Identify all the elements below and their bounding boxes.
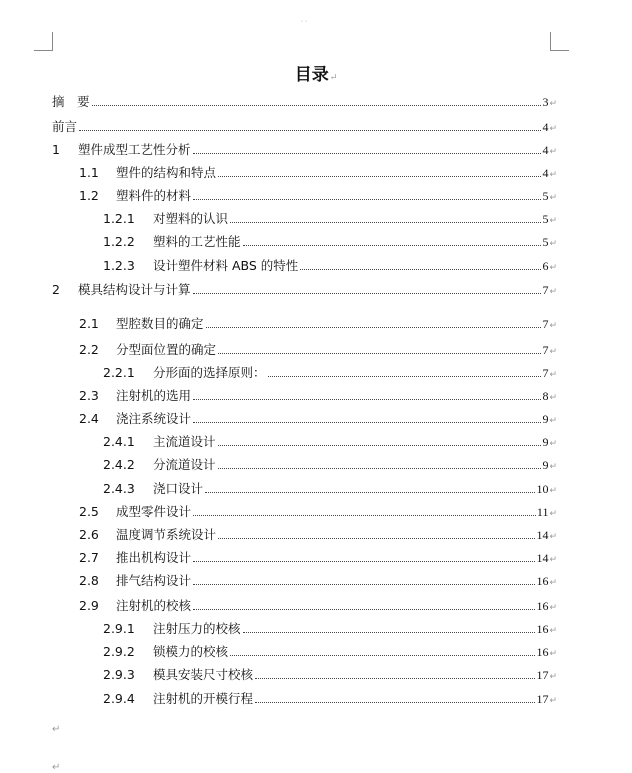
toc-entry-label: 温度调节系统设计 xyxy=(116,527,217,542)
toc-entry-number: 2.4.1 xyxy=(103,434,135,449)
toc-entry-number: 1.2.2 xyxy=(103,234,135,249)
toc-entry-label: 分型面位置的确定 xyxy=(116,342,217,357)
toc-title-text: 目录 xyxy=(294,65,329,85)
toc-entry-number: 2.4.3 xyxy=(103,481,135,496)
toc-leader-dots xyxy=(206,327,542,328)
toc-leader-dots xyxy=(218,468,542,469)
toc-leader-dots xyxy=(205,492,535,493)
toc-entry-number: 2.5 xyxy=(79,504,99,519)
toc-leader-dots xyxy=(193,515,536,516)
toc-entry[interactable] xyxy=(52,92,557,110)
toc-entry[interactable] xyxy=(79,186,557,204)
toc-entry-number: 2.2 xyxy=(79,342,99,357)
toc-entry[interactable] xyxy=(79,596,557,614)
toc-entry-page: 10 xyxy=(536,482,549,496)
return-mark: ↵ xyxy=(549,393,557,403)
toc-entry-page: 6 xyxy=(542,259,549,273)
toc-entry-label: 主流道设计 xyxy=(153,434,216,449)
toc-entry-label: 注射机的开模行程 xyxy=(153,691,254,706)
toc-leader-dots xyxy=(255,702,535,703)
toc-entry[interactable] xyxy=(79,525,557,543)
toc-entry[interactable] xyxy=(103,256,557,274)
toc-entry-label: 设计塑件材料 ABS 的特性 xyxy=(153,258,299,273)
toc-entry-page: 7 xyxy=(542,317,549,331)
toc-entry-number: 1.2.3 xyxy=(103,258,135,273)
toc-entry-label: 推出机构设计 xyxy=(116,550,192,565)
toc-entry-page: 16 xyxy=(536,574,549,588)
toc-leader-dots xyxy=(300,269,541,270)
toc-entry-page: 17 xyxy=(536,692,549,706)
toc-entry[interactable] xyxy=(79,340,557,358)
return-mark: ↵ xyxy=(549,486,557,496)
toc-entry-number: 2.4 xyxy=(79,411,99,426)
toc-entry-label: 模具安装尺寸校核 xyxy=(153,667,254,682)
toc-entry-number: 1.1 xyxy=(79,165,99,180)
toc-entry-label: 塑料件的材料 xyxy=(116,188,192,203)
toc-entry-number: 2.2.1 xyxy=(103,365,135,380)
return-mark: ↵ xyxy=(549,193,557,203)
toc-entry[interactable] xyxy=(103,642,557,660)
toc-leader-dots xyxy=(218,538,535,539)
toc-entry[interactable] xyxy=(103,479,557,497)
return-mark: ↵ xyxy=(549,370,557,380)
return-mark: ↵ xyxy=(549,347,557,357)
toc-entry-label: 塑料的工艺性能 xyxy=(153,234,241,249)
toc-entry-number: 1.2.1 xyxy=(103,211,135,226)
toc-entry[interactable] xyxy=(103,209,557,227)
toc-leader-dots xyxy=(193,609,535,610)
toc-entry-page: 16 xyxy=(536,599,549,613)
toc-entry-page: 14 xyxy=(536,528,549,542)
toc-leader-dots xyxy=(218,176,541,177)
toc-entry-page: 4 xyxy=(542,166,549,180)
toc-leader-dots xyxy=(230,222,541,223)
toc-entry[interactable] xyxy=(79,502,557,520)
toc-leader-dots xyxy=(193,153,542,154)
toc-entry-number: 2.9.3 xyxy=(103,667,135,682)
toc-entry-page: 5 xyxy=(542,235,549,249)
toc-entry-label: 成型零件设计 xyxy=(116,504,192,519)
toc-entry-page: 14 xyxy=(536,551,549,565)
toc-entry-number: 2.9.2 xyxy=(103,644,135,659)
toc-leader-dots xyxy=(193,293,542,294)
toc-entry-label: 对塑料的认识 xyxy=(153,211,229,226)
toc-entry-label: 分形面的选择原则： xyxy=(153,365,266,380)
toc-entry-page: 5 xyxy=(542,189,549,203)
return-mark: ↵ xyxy=(549,216,557,226)
toc-leader-dots xyxy=(92,105,542,106)
toc-entry-label: 模具结构设计与计算 xyxy=(78,282,191,297)
toc-entry-page: 4 xyxy=(542,143,549,157)
toc-entry-page: 9 xyxy=(542,458,549,472)
toc-entry-label: 前言 xyxy=(52,119,78,134)
toc-leader-dots xyxy=(193,422,541,423)
toc-leader-dots xyxy=(243,245,542,246)
toc-leader-dots xyxy=(243,632,536,633)
toc-entry-label: 排气结构设计 xyxy=(116,573,192,588)
toc-entry-number: 2.6 xyxy=(79,527,99,542)
toc-entry[interactable] xyxy=(103,232,557,250)
toc-entry-page: 11 xyxy=(536,505,549,519)
toc-entry[interactable] xyxy=(103,455,557,473)
empty-paragraph-mark: ↵ xyxy=(52,724,61,735)
toc-entry-label: 注射压力的校核 xyxy=(153,621,241,636)
toc-entry-number: 2.9.1 xyxy=(103,621,135,636)
return-mark: ↵ xyxy=(549,532,557,542)
toc-entry-page: 9 xyxy=(542,412,549,426)
toc-entry-page: 8 xyxy=(542,389,549,403)
return-mark: ↵ xyxy=(549,99,557,109)
toc-entry-label: 分流道设计 xyxy=(153,457,216,472)
toc-entry-page: 7 xyxy=(542,343,549,357)
toc-entry-label: 摘 要 xyxy=(52,94,90,109)
return-mark: ↵ xyxy=(549,416,557,426)
toc-entry-number: 2.9.4 xyxy=(103,691,135,706)
return-mark: ↵ xyxy=(549,287,557,297)
return-mark: ↵ xyxy=(549,124,557,134)
toc-entry[interactable] xyxy=(103,689,557,707)
header-mark: ˙˙ xyxy=(300,20,308,29)
toc-entry[interactable] xyxy=(79,571,557,589)
toc-entry[interactable] xyxy=(52,280,557,298)
return-mark: ↵ xyxy=(549,649,557,659)
return-mark: ↵ xyxy=(549,239,557,249)
toc-entry-number: 2.4.2 xyxy=(103,457,135,472)
toc-entry[interactable] xyxy=(79,548,557,566)
return-mark: ↵ xyxy=(549,603,557,613)
toc-leader-dots xyxy=(218,445,542,446)
toc-leader-dots xyxy=(193,399,541,400)
toc-entry-page: 7 xyxy=(542,283,549,297)
toc-entry-label: 塑件的结构和特点 xyxy=(116,165,217,180)
toc-entry-label: 塑件成型工艺性分析 xyxy=(78,142,191,157)
toc-entry[interactable] xyxy=(103,363,557,381)
toc-entry-page: 3 xyxy=(542,95,549,109)
toc-entry-page: 4 xyxy=(542,120,549,134)
toc-entry[interactable] xyxy=(52,117,557,135)
toc-entry[interactable] xyxy=(103,665,557,683)
toc-entry-page: 7 xyxy=(542,366,549,380)
return-mark: ↵ xyxy=(549,263,557,273)
toc-entry-label: 型腔数目的确定 xyxy=(116,316,204,331)
toc-entry[interactable] xyxy=(79,314,557,332)
toc-entry-label: 锁模力的校核 xyxy=(153,644,229,659)
toc-entry-number: 2.7 xyxy=(79,550,99,565)
toc-leader-dots xyxy=(268,376,542,377)
toc-entry-page: 5 xyxy=(542,212,549,226)
toc-leader-dots xyxy=(255,678,535,679)
return-mark: ↵ xyxy=(549,170,557,180)
toc-entry[interactable] xyxy=(52,140,557,158)
toc-entry-page: 17 xyxy=(536,668,549,682)
toc-entry-label: 浇口设计 xyxy=(153,481,204,496)
return-mark: ↵ xyxy=(549,672,557,682)
toc-leader-dots xyxy=(193,561,535,562)
toc-entry-page: 16 xyxy=(536,622,549,636)
toc-entry[interactable] xyxy=(103,432,557,450)
toc-entry-page: 16 xyxy=(536,645,549,659)
toc-entry[interactable] xyxy=(79,409,557,427)
toc-entry[interactable] xyxy=(79,386,557,404)
toc-entry-number: 2.9 xyxy=(79,598,99,613)
return-mark: ↵ xyxy=(549,626,557,636)
toc-entry-number: 1.2 xyxy=(79,188,99,203)
toc-leader-dots xyxy=(218,353,541,354)
toc-entry-page: 9 xyxy=(542,435,549,449)
return-mark: ↵ xyxy=(549,578,557,588)
toc-entry-number: 2.3 xyxy=(79,388,99,403)
toc-leader-dots xyxy=(230,655,535,656)
return-mark: ↵ xyxy=(549,462,557,472)
return-mark: ↵ xyxy=(549,509,557,519)
toc-entry-number: 2 xyxy=(52,282,60,297)
return-mark: ↵ xyxy=(329,73,338,83)
toc-entry[interactable] xyxy=(103,619,557,637)
return-mark: ↵ xyxy=(549,439,557,449)
return-mark: ↵ xyxy=(549,555,557,565)
toc-entry-label: 浇注系统设计 xyxy=(116,411,192,426)
toc-entry-number: 2.8 xyxy=(79,573,99,588)
toc-entry-label: 注射机的选用 xyxy=(116,388,192,403)
empty-paragraph-mark: ↵ xyxy=(52,762,61,773)
return-mark: ↵ xyxy=(549,147,557,157)
return-mark: ↵ xyxy=(549,321,557,331)
toc-leader-dots xyxy=(193,584,535,585)
return-mark: ↵ xyxy=(549,696,557,706)
toc-leader-dots xyxy=(193,199,541,200)
toc-entry-number: 2.1 xyxy=(79,316,99,331)
toc-entry-number: 1 xyxy=(52,142,60,157)
toc-entry[interactable] xyxy=(79,163,557,181)
toc-entry-label: 注射机的校核 xyxy=(116,598,192,613)
toc-leader-dots xyxy=(79,130,541,131)
